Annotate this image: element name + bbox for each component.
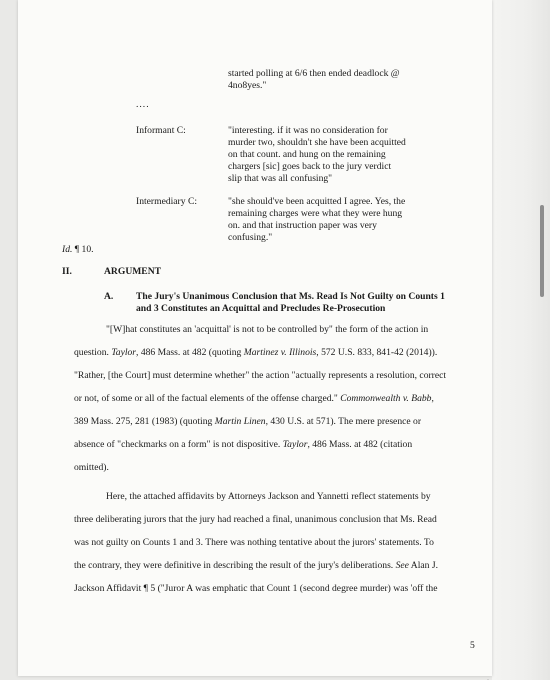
body-text-line [106, 324, 428, 335]
body-text-line [74, 560, 438, 571]
informant-quote-line-4: chargers [sic] goes back to the jury verdict [228, 161, 392, 172]
intermediary-quote-line-2: remaining charges were what they were hung [228, 208, 403, 219]
body-text-line [74, 393, 434, 404]
text-run: Jackson Affidavit ¶ 5 ("Juror A was emphatic that Count 1 (second degree murder) was 'off the [74, 583, 438, 594]
body-text-line [74, 347, 437, 358]
body-text-line [74, 370, 446, 381]
case-name-italic: See [395, 560, 409, 571]
scrollbar-thumb[interactable] [540, 205, 544, 297]
text-run: "Rather, [the Court] must determine whether" the action "actually represents a resolution, correct [74, 370, 447, 381]
text-run: or not, of some or all of the factual elements of the offense charged." [74, 393, 341, 404]
page-number: 5 [470, 640, 475, 651]
citation [62, 244, 94, 256]
body-text-line [106, 491, 431, 502]
text-run: omitted). [74, 462, 109, 473]
case-name-italic: Commonwealth v. Babb [340, 393, 432, 404]
informant-quote-line-1: "interesting. if it was no consideration for [228, 125, 388, 136]
scan-edge [492, 0, 550, 680]
body-text-line [74, 583, 437, 594]
case-name-italic: Taylor [111, 347, 137, 358]
text-run: , 430 U.S. at 571). The mere presence or [265, 416, 422, 427]
text-run: Alan J. [408, 560, 438, 571]
text-run: the contrary, they were definitive in describing the result of the jury's deliberations. [74, 560, 396, 571]
subsection-title-line-1: The Jury's Unanimous Conclusion that Ms. Read Is Not Guilty on Counts 1 [136, 291, 445, 302]
subsection-title-line-2: and 3 Constitutes an Acquittal and Precludes Re-Prosecution [136, 303, 386, 314]
text-run: , 486 Mass. at 482 (quoting [136, 347, 244, 358]
intermediary-quote-line-4: confusing." [228, 232, 273, 243]
informant-quote-line-3: on that count. and hung on the remaining [228, 149, 386, 160]
text-run: question. [74, 347, 112, 358]
document-page [18, 0, 492, 676]
quote-continuation-line-2: 4no8yes." [228, 80, 267, 91]
section-number: II. [62, 266, 72, 277]
intermediary-label: Intermediary C: [136, 196, 198, 207]
ellipsis: .... [136, 99, 150, 110]
intermediary-quote-line-1: "she should've been acquitted I agree. Yes, the [228, 196, 406, 207]
text-run: , 572 U.S. 833, 841-42 (2014)). [316, 347, 438, 358]
body-text-line [74, 462, 109, 473]
case-name-italic: Martinez v. Illinois [243, 347, 317, 358]
quote-continuation-line-1: started polling at 6/6 then ended deadlock @ [228, 68, 400, 79]
text-run: "[W]hat constitutes an 'acquittal' is not to be controlled by" the form of the action in [106, 324, 429, 335]
body-text-line [74, 416, 421, 427]
text-run: , [431, 393, 434, 404]
citation-id: Id. [62, 244, 73, 255]
text-run: was not guilty on Counts 1 and 3. There was nothing tentative about the jurors' statements. To [74, 537, 434, 548]
text-run: 389 Mass. 275, 281 (1983) (quoting [74, 416, 215, 427]
informant-quote-line-5: slip that was all confusing" [228, 173, 333, 184]
subsection-letter: A. [104, 291, 114, 302]
body-text-line [74, 537, 434, 548]
body-text-line [74, 439, 412, 450]
text-run: , 486 Mass. at 482 (citation [307, 439, 413, 450]
informant-quote-line-2: murder two, shouldn't she have been acquitted [228, 137, 406, 148]
text-run: absence of "checkmarks on a form" is not dispositive. [74, 439, 283, 450]
citation-paragraph: ¶ 10. [74, 244, 94, 255]
case-name-italic: Taylor [282, 439, 308, 450]
text-run: three deliberating jurors that the jury had reached a final, unanimous conclusion that Ms. Read [74, 514, 437, 525]
body-text-line [74, 514, 437, 525]
text-run: Here, the attached affidavits by Attorneys Jackson and Yannetti reflect statements by [106, 491, 431, 502]
intermediary-quote-line-3: on. and that instruction paper was very [228, 220, 377, 231]
case-name-italic: Martin Linen [214, 416, 266, 427]
informant-label: Informant C: [136, 125, 186, 136]
section-title: ARGUMENT [104, 266, 162, 277]
